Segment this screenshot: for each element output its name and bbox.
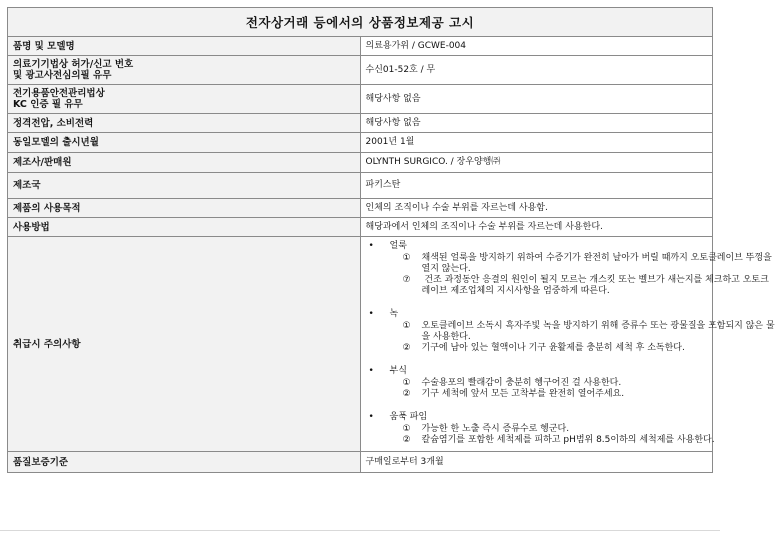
info-row: [8, 133, 713, 153]
row-value: 의료용가위 / GCWE-004: [360, 37, 713, 56]
warranty-value: 구매일로부터 3개월: [360, 452, 713, 473]
row-label: 사용방법: [8, 218, 361, 237]
info-row: [8, 218, 713, 237]
row-label: 제품의 사용목적: [8, 199, 361, 218]
product-info-table: [7, 7, 775, 473]
row-value: OLYNTH SURGICO. / 장우양행㈜: [360, 153, 713, 173]
care-item-line: 레이브 제조업체의 지시사항을 엄중하게 따른다.: [421, 286, 610, 296]
care-heading-text: 녹: [389, 309, 399, 319]
care-item-number: ②: [402, 389, 411, 399]
care-item-text: [422, 389, 625, 400]
care-item-line: 을 사용한다.: [421, 332, 471, 342]
row-value: 파키스탄: [360, 173, 713, 199]
care-section: [367, 309, 775, 354]
care-item-text: [422, 378, 622, 389]
warranty-row: [8, 452, 713, 473]
info-row: [8, 114, 713, 133]
info-row: [8, 199, 713, 218]
bullet-icon: •: [368, 241, 374, 251]
title-row: [8, 8, 713, 37]
row-label: 의료기기법상 허가/신고 번호 및 광고사전심의필 유무: [8, 56, 361, 85]
info-row: [8, 56, 713, 85]
care-section: [367, 412, 715, 446]
care-item: [402, 435, 715, 446]
info-rows: [8, 37, 713, 237]
care-label: 취급시 주의사항: [8, 237, 361, 452]
care-section-heading: [367, 412, 708, 424]
care-item-text: [422, 253, 772, 275]
care-item: [402, 253, 772, 275]
care-heading-text: 얼룩: [389, 241, 407, 251]
care-item: [403, 343, 708, 354]
care-item-number: ①: [402, 378, 411, 388]
care-item: [402, 275, 769, 297]
care-row: [8, 237, 713, 452]
care-item-number: ②: [402, 435, 411, 445]
care-item-line: 기구에 남아 있는 혈액이나 기구 윤활제를 충분히 세척 후 소독한다.: [421, 343, 685, 353]
row-label: 동일모델의 출시년월: [8, 133, 361, 153]
care-item-text: [422, 435, 715, 446]
bullet-icon: •: [368, 412, 374, 422]
info-row: [8, 173, 713, 199]
section-gap: [367, 354, 708, 366]
row-value: 수신01-52호 / 무: [360, 56, 713, 85]
care-item-text: [422, 321, 775, 343]
care-item-number: ②: [402, 343, 411, 353]
care-section: [367, 366, 708, 400]
row-label: 전기용품안전관리법상 KC 인증 필 유무: [8, 85, 361, 114]
row-value: 2001년 1월: [360, 133, 713, 153]
care-item: [403, 424, 708, 435]
care-item-number: ①: [402, 424, 411, 434]
section-gap: [367, 297, 708, 309]
care-heading-text: 부식: [389, 366, 407, 376]
row-value: 해당사항 없음: [360, 114, 713, 133]
care-heading-text: 움푹 파임: [389, 412, 428, 422]
care-section: [367, 241, 772, 297]
care-item-number: ①: [402, 321, 411, 331]
bullet-icon: •: [368, 366, 374, 376]
care-item-line: 기구 세척에 앞서 모든 고착부를 완전히 열어주세요.: [421, 389, 625, 399]
notice-title: 전자상거래 등에서의 상품정보제공 고시: [8, 8, 713, 37]
care-item-text: [422, 343, 685, 354]
row-value: 해당사항 없음: [360, 85, 713, 114]
care-item: [402, 321, 775, 343]
care-item-number: ⑦: [402, 275, 411, 285]
care-item-line: 수술용포의 빨래감이 충분히 헹구어진 걸 사용한다.: [421, 378, 622, 388]
care-item-text: [422, 424, 570, 435]
care-item-text: [422, 275, 769, 297]
info-row: [8, 85, 713, 114]
care-item-line: 오토클레이브 소독시 흑자주빛 녹을 방지하기 위해 증류수 또는 광물질을 포함되지 않은 물: [421, 321, 775, 331]
info-row: [8, 153, 713, 173]
row-value: 해당과에서 인체의 조직이나 수술 부위를 자르는데 사용한다.: [360, 218, 713, 237]
care-instructions: [360, 237, 775, 452]
product-info-notice: [7, 7, 775, 473]
info-row: [8, 37, 713, 56]
care-section-heading: [367, 366, 708, 378]
care-item-line: 채색된 얼룩을 방지하기 위하여 수증기가 완전히 날아가 버릴 때까지 오토클레이브 뚜껑을: [421, 253, 772, 263]
row-value: 인체의 조직이나 수술 부위를 자르는데 사용함.: [360, 199, 713, 218]
warranty-label: 품질보증기준: [8, 452, 361, 473]
care-item-line: 열지 않는다.: [421, 264, 471, 274]
care-item-line: 칼슘염기를 포함한 세척제를 피하고 pH범위 8.5이하의 세척제를 사용한다.: [421, 435, 715, 445]
care-item-line: 건조 과정동안 응결의 원인이 될지 모르는 개스킷 또는 벨브가 새는지를 체크하고 오토크: [421, 275, 769, 285]
bullet-icon: •: [368, 309, 374, 319]
care-section-heading: [367, 309, 708, 321]
section-gap: [367, 400, 708, 412]
row-label: 품명 및 모델명: [8, 37, 361, 56]
row-label: 정격전압, 소비전력: [8, 114, 361, 133]
care-item-number: ①: [402, 253, 411, 263]
row-label: 제조사/판매원: [8, 153, 361, 173]
care-item-line: 가능한 한 노출 즉시 증류수로 헹군다.: [421, 424, 570, 434]
bottom-divider: [0, 530, 720, 531]
care-section-heading: [367, 241, 708, 253]
care-item: [403, 378, 708, 389]
care-item: [403, 389, 708, 400]
row-label: 제조국: [8, 173, 361, 199]
